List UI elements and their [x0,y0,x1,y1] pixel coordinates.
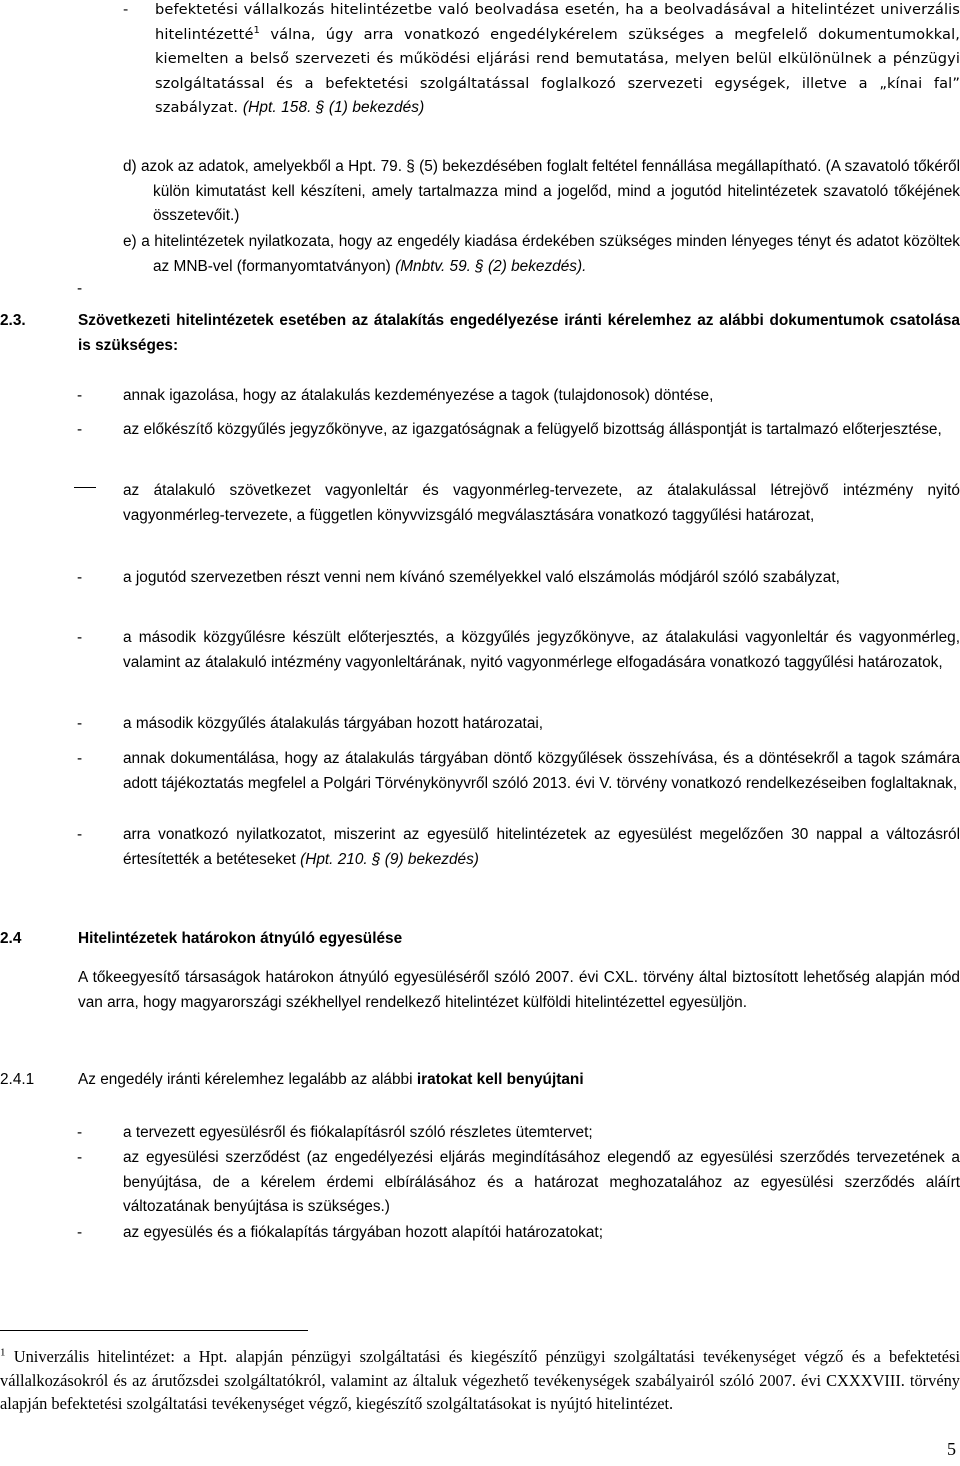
section-heading-2-4-1 [78,1068,960,1093]
list-dash: - [77,421,83,438]
text: arra vonatkozó nyilatkozatot, miszerint az egyesülő hitelintézetek az egyesülést megelőzően 30 nappal a változásról értesítették a betéteseket [123,826,960,868]
list-item: az átalakuló szövetkezet vagyonleltár és vagyonmérleg-tervezete, az átalakulással létrejövő intézmény nyitó vagyonmérleg-tervezete, a független könyvvizsgáló megválasztására vonatkozó taggyűlési határozat, [123,482,960,524]
list-item: az egyesülés és a fiókalapítás tárgyában hozott alapítói határozatokat; [123,1224,603,1241]
list-item-merger-investment-firm [155,0,960,121]
lone-dash: - [77,280,83,297]
item-d-text: d) azok az adatok, amelyekből a Hpt. 79. § (5) bekezdésében foglalt feltétel fennállása megállapítható. (A szavatoló tőkéről külön kimutatást kell készíteni, amely tartalmazza mind a jogelőd, mind a jogutód hitelintézetek szavatoló tőkéjének összetevőit.) [123,158,960,225]
list-item: a második közgyűlés átalakulás tárgyában hozott határozatai, [123,715,544,732]
text: befektetési vállalkozás hitelintézetbe való beolvadása esetén, ha a beolvadásával a hitelintézet univerzális hitelintézetté [155,1,960,43]
list-item: az előkészítő közgyűlés jegyzőkönyve, az igazgatóságnak a felügyelő bizottság álláspontját is tartalmazó előterjesztése, [123,421,942,438]
footnote-mark: 1 [0,1346,6,1359]
section-paragraph-2-4: A tőkeegyesítő társaságok határokon átnyúló egyesüléséről szóló 2007. évi CXL. törvény által biztosított lehetőség alapján mód van arra, hogy magyarországi székhellyel rendelkező hitelintézet külföldi hitelintézettel egyesüljön. [78,969,960,1011]
footnote-text: Univerzális hitelintézet: a Hpt. alapján pénzügyi szolgáltatási és kiegészítő pénzügyi szolgáltatási tevékenységet végző és a befektetési vállalkozásokról és az árutőzsdei szolgáltatókról, valamint az általuk végezhető tevékenységek szabályairól szóló 2007. évi CXXXVIII. törvény alapján befektetési szolgáltatási tevékenységet végző, kiegészítő szolgáltatásokat is nyújtó hitelintézet. [0,1347,960,1413]
legal-reference: (Hpt. 158. § (1) bekezdés) [242,99,425,117]
list-dash: - [77,1224,83,1241]
section-number-2-4-1: 2.4.1 [0,1071,35,1088]
list-dash: - [77,569,83,586]
list-dash: - [77,715,83,732]
list-item: a második közgyűlésre készült előterjesztés, a közgyűlés jegyzőkönyve, az átalakulási vagyonleltár és vagyonmérleg, valamint az átalakuló intézmény vagyonleltárának, nyitó vagyonmérlege elfogadására vonatkozó taggyűlési határozatok, [123,629,960,671]
section-heading-2-3: Szövetkezeti hitelintézetek esetében az átalakítás engedélyezése iránti kérelemhez az alábbi dokumentumok csatolása is szükséges: [78,312,960,354]
long-dash [74,487,96,488]
list-item: a tervezett egyesülésről és fiókalapításról szóló részletes ütemtervet; [123,1124,593,1141]
legal-reference: (Mnbtv. 59. § (2) bekezdés). [395,257,587,275]
list-item-e [123,230,960,279]
footnote-separator [0,1330,308,1331]
list-item-last [123,823,960,872]
page-number: 5 [947,1439,956,1459]
list-item: annak igazolása, hogy az átalakulás kezdeményezése a tagok (tulajdonosok) döntése, [123,387,714,404]
footnote-ref: 1 [253,24,260,36]
footnote [0,1345,960,1416]
section-heading-2-4: Hitelintézetek határokon átnyúló egyesülése [78,930,403,947]
section-number-2-3: 2.3. [0,312,26,329]
list-item: a jogutód szervezetben részt venni nem kívánó személyekkel való elszámolás módjáról szóló szabályzat, [123,569,840,586]
list-dash: - [77,387,83,404]
list-dash: - [77,1124,83,1141]
list-item: az egyesülési szerződést (az engedélyezési eljárás megindításához elegendő az egyesülési szerződés tervezetének a benyújtása, de a kérelem érdemi elbírálásához és a határozat meghozatalához az egyesülési szerződés aláírt változatának benyújtása is szükséges.) [123,1149,960,1216]
list-item-d [123,155,960,229]
list-dash: - [123,1,129,18]
legal-reference: (Hpt. 210. § (9) bekezdés) [300,850,479,868]
section-number-2-4: 2.4 [0,930,22,947]
text: Az engedély iránti kérelemhez legalább az alábbi [78,1071,417,1088]
list-dash: - [77,629,83,646]
list-dash: - [77,750,83,767]
text-bold: iratokat kell benyújtani [416,1071,584,1088]
text: válna, úgy arra vonatkozó engedélykérelem szükséges a megfelelő dokumentumokkal, kiemelten a belső szervezeti és működési eljárási rend bemutatása, melyen belül elkülönülnek a pénzügyi szolgáltatással és a befektetési szolgáltatással foglalkozó szervezeti egységek, illetve a „kínai fal” szabályzat. [155,25,960,117]
list-dash: - [77,826,83,843]
list-dash: - [77,1149,83,1166]
list-item: annak dokumentálása, hogy az átalakulás tárgyában döntő közgyűlések összehívása, és a döntésekről a tagok számára adott tájékoztatás megfelel a Polgári Törvénykönyvről szóló 2013. évi V. törvény vonatkozó rendelkezéseiben foglaltaknak, [123,750,960,792]
item-e-text: e) a hitelintézetek nyilatkozata, hogy az engedély kiadása érdekében szükséges minden lényeges tényt és adatot közöltek az MNB-vel (formanyomtatványon) [123,233,960,275]
